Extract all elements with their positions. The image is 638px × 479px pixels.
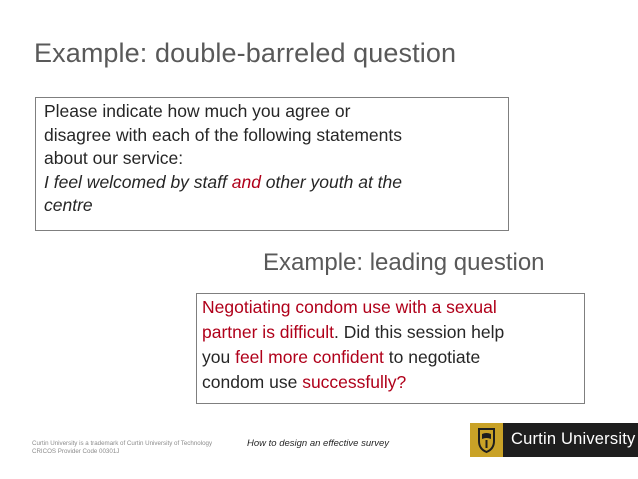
footer-cricos: CRICOS Provider Code 00301J: [32, 448, 120, 455]
example1-line3: about our service:: [44, 148, 184, 168]
curtin-logo: [470, 423, 638, 457]
example2-highlight-successfully: successfully?: [302, 372, 407, 392]
example1-statement: [44, 171, 508, 195]
curtin-crest-icon: [470, 423, 503, 457]
example2-line3-start: you: [202, 347, 236, 367]
example2-line4: [202, 370, 584, 395]
double-barreled-example-box: [35, 97, 509, 231]
example1-statement-start: I feel welcomed by staff: [44, 171, 232, 192]
curtin-logo-text: Curtin University: [511, 430, 636, 448]
leading-question-example-box: [196, 293, 585, 404]
example1-line1: Please indicate how much you agree or: [44, 101, 351, 121]
example1-line5: centre: [44, 195, 93, 215]
example2-line2-rest: . Did this session help: [333, 322, 505, 342]
example2-line3-rest: to negotiate: [383, 347, 481, 367]
slide-title: Example: double-barreled question: [34, 38, 457, 68]
example2-line2: [202, 320, 584, 345]
footer-trademark: Curtin University is a trademark of Curtin University of Technology: [32, 440, 213, 447]
example2-highlight-difficult: partner is difficult: [202, 322, 334, 342]
example1-statement-end: other youth at the: [260, 171, 403, 192]
example1-line2: disagree with each of the following statements: [44, 124, 402, 145]
example2-highlight-confident: feel more confident: [235, 347, 384, 367]
leading-question-heading: Example: leading question: [263, 249, 545, 276]
footer-presentation-title: How to design an effective survey: [247, 438, 390, 449]
example1-highlight-and: and: [231, 171, 261, 192]
example2-line4-start: condom use: [202, 372, 303, 392]
example2-line1: Negotiating condom use with a sexual: [202, 297, 497, 317]
example2-line3: [202, 345, 584, 370]
footer-legal: [32, 440, 212, 456]
